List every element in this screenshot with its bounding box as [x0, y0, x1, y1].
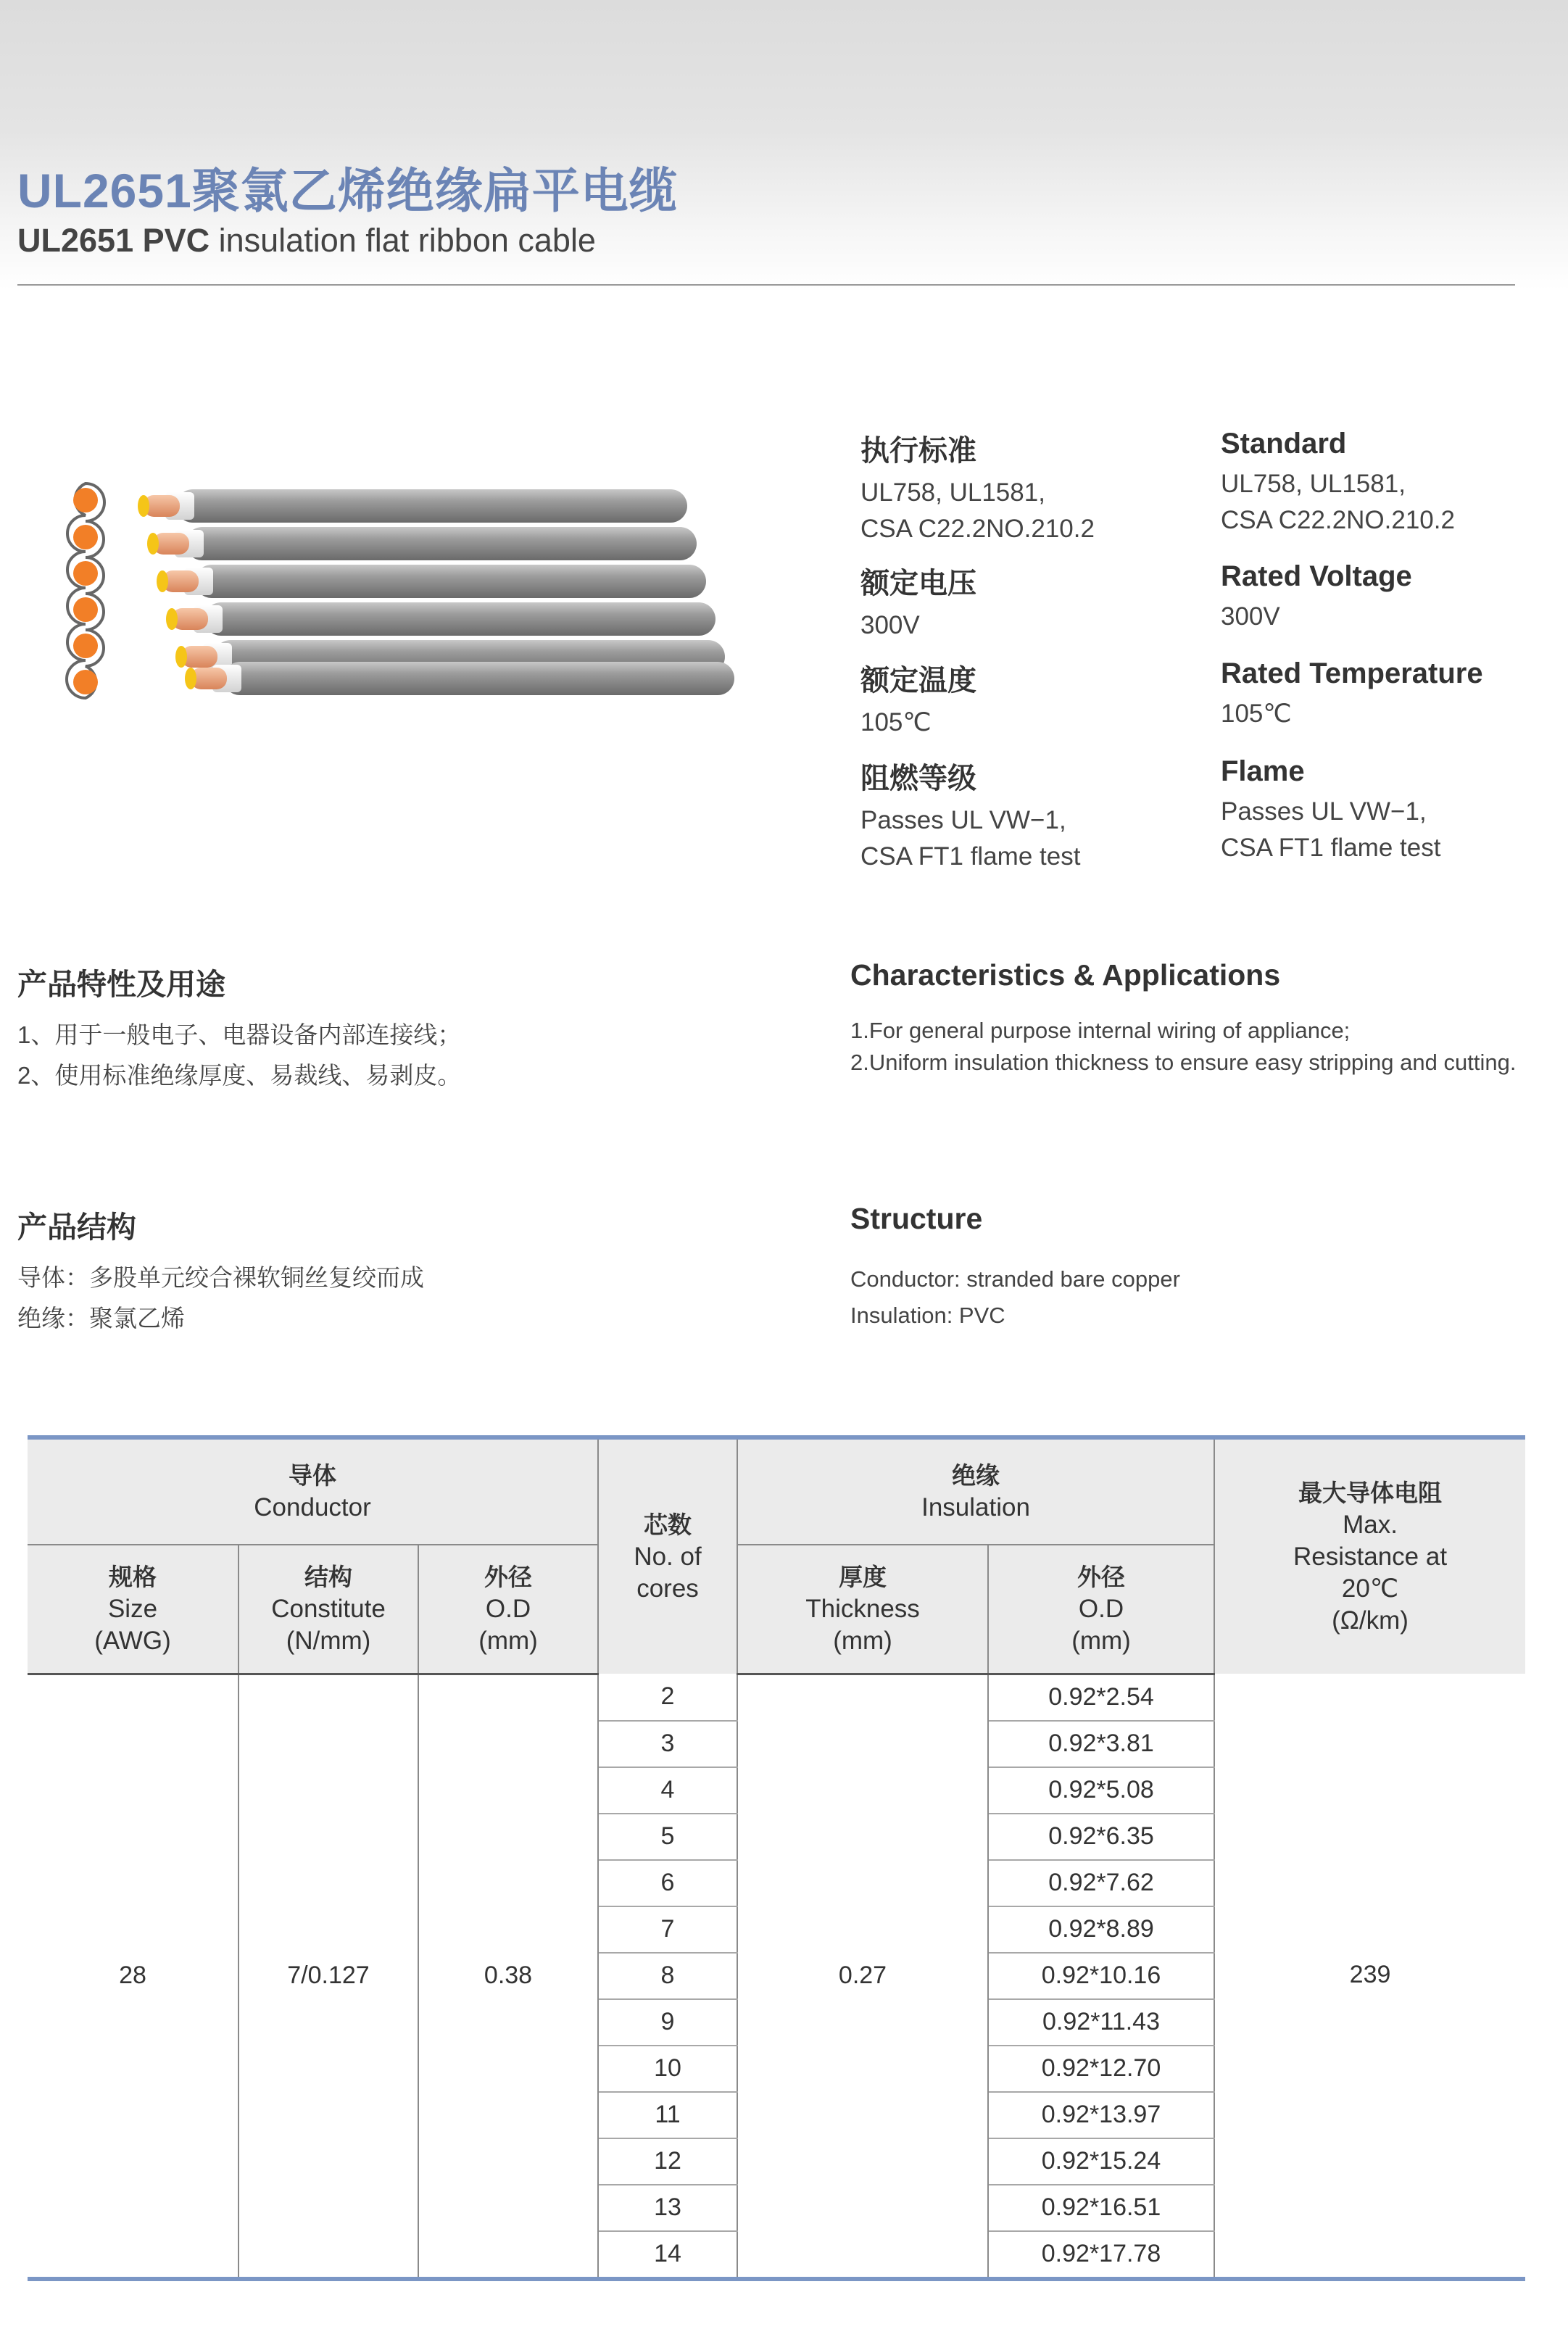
spec-value: 300V	[860, 611, 920, 639]
spec-voltage-en	[1221, 560, 1412, 635]
cores-value: 5	[598, 1814, 737, 1860]
insulation-header-en: Insulation	[921, 1493, 1030, 1521]
insulation-od-value: 0.92*2.54	[988, 1674, 1214, 1721]
insulation-od-header-en: (mm)	[1071, 1626, 1131, 1655]
insulation-od-value: 0.92*5.08	[988, 1767, 1214, 1814]
spec-flame-cn	[860, 755, 1080, 875]
spec-temperature-en	[1221, 657, 1483, 732]
characteristics-list-cn	[17, 1015, 461, 1096]
spec-heading: 执行标准	[860, 435, 976, 467]
size-header-cn: 规格	[109, 1563, 157, 1590]
spec-standard-cn	[860, 428, 1095, 547]
title-english-bold: UL2651 PVC	[17, 222, 210, 259]
constitute-header	[238, 1545, 418, 1674]
spec-value: CSA C22.2NO.210.2	[860, 515, 1095, 543]
cores-header-cn: 芯数	[644, 1511, 692, 1538]
thickness-header-cn: 厚度	[839, 1563, 887, 1590]
spec-heading: Rated Voltage	[1221, 560, 1412, 592]
spec-value: UL758, UL1581,	[860, 478, 1045, 507]
spec-value: Passes UL VW−1,	[1221, 797, 1427, 826]
conductor-header-cn: 导体	[289, 1462, 336, 1489]
conductor-header-en: Conductor	[254, 1493, 371, 1521]
cores-value: 11	[598, 2092, 737, 2138]
cores-value: 8	[598, 1953, 737, 1999]
table-row	[28, 1674, 1525, 1721]
cores-value: 9	[598, 1999, 737, 2046]
characteristics-heading-en: Characteristics & Applications	[850, 958, 1281, 992]
insulation-od-value: 0.92*6.35	[988, 1814, 1214, 1860]
insulation-od-value: 0.92*11.43	[988, 1999, 1214, 2046]
spec-value: CSA C22.2NO.210.2	[1221, 506, 1455, 534]
resistance-header-en: (Ω/km)	[1332, 1606, 1409, 1635]
conductor-od-header-cn: 外径	[484, 1563, 532, 1590]
spec-temperature-cn	[860, 657, 976, 741]
insulation-od-value: 0.92*8.89	[988, 1906, 1214, 1953]
characteristics-heading-cn: 产品特性及用途	[17, 968, 225, 1001]
resistance-header-en: Max.	[1343, 1510, 1398, 1539]
thickness-header-en: (mm)	[833, 1626, 892, 1655]
conductor-od-header	[418, 1545, 598, 1674]
cores-value: 12	[598, 2138, 737, 2185]
title-divider	[17, 284, 1515, 286]
structure-item: Conductor: stranded bare copper	[850, 1266, 1180, 1292]
resistance-header	[1214, 1437, 1525, 1674]
spec-heading: Flame	[1221, 755, 1305, 787]
conductor-od-header-en: (mm)	[478, 1626, 538, 1655]
cores-value: 2	[598, 1674, 737, 1721]
spec-value: 105℃	[1221, 699, 1292, 728]
flat-cable-illustration	[51, 468, 761, 714]
constitute-header-cn: 结构	[304, 1563, 352, 1590]
constitute-value: 7/0.127	[238, 1674, 418, 2279]
spec-standard-en	[1221, 428, 1455, 539]
title-english-rest: insulation flat ribbon cable	[210, 222, 596, 259]
spec-voltage-cn	[860, 560, 976, 644]
conductor-header	[28, 1437, 598, 1545]
cable-cross-section	[67, 483, 104, 698]
insulation-header-cn: 绝缘	[952, 1462, 1000, 1489]
insulation-od-value: 0.92*3.81	[988, 1721, 1214, 1767]
thickness-value: 0.27	[737, 1674, 988, 2279]
cores-value: 4	[598, 1767, 737, 1814]
spec-heading: 额定温度	[860, 665, 976, 697]
title-chinese: UL2651聚氯乙烯绝缘扁平电缆	[17, 164, 678, 217]
insulation-od-header-cn: 外径	[1077, 1563, 1126, 1590]
resistance-header-cn: 最大导体电阻	[1298, 1479, 1443, 1506]
spec-heading: 阻燃等级	[860, 763, 976, 794]
structure-item: Insulation: PVC	[850, 1303, 1005, 1328]
size-header-en: Size	[107, 1594, 158, 1623]
characteristics-item: 2、使用标准绝缘厚度、易裁线、易剥皮。	[17, 1062, 462, 1089]
structure-item: 导体：多股单元绞合裸软铜丝复绞而成	[17, 1264, 424, 1291]
spec-table	[28, 1435, 1525, 2281]
structure-list-en	[850, 1261, 1180, 1334]
spec-value: CSA FT1 flame test	[1221, 834, 1441, 862]
conductor-od-value: 0.38	[418, 1674, 598, 2279]
characteristics-list-en	[850, 1015, 1516, 1079]
size-header-en: (AWG)	[94, 1626, 171, 1655]
insulation-od-value: 0.92*12.70	[988, 2046, 1214, 2092]
characteristics-item: 1、用于一般电子、电器设备内部连接线；	[17, 1021, 462, 1048]
constitute-header-en: Constitute	[271, 1594, 386, 1623]
insulation-od-value: 0.92*13.97	[988, 2092, 1214, 2138]
resistance-header-en: 20℃	[1341, 1574, 1399, 1603]
cores-value: 13	[598, 2185, 737, 2231]
characteristics-item: 2.Uniform insulation thickness to ensure easy stripping and cutting.	[850, 1050, 1517, 1075]
structure-list-cn	[17, 1258, 424, 1339]
spec-value: CSA FT1 flame test	[860, 842, 1081, 871]
spec-flame-en	[1221, 755, 1440, 866]
insulation-od-header-en: O.D	[1078, 1594, 1124, 1623]
size-header	[28, 1545, 238, 1674]
spec-heading: 额定电压	[860, 568, 976, 599]
spec-value: Passes UL VW−1,	[860, 806, 1066, 834]
resistance-value: 239	[1214, 1674, 1525, 2279]
thickness-header-en: Thickness	[805, 1594, 920, 1623]
cable-strands	[138, 489, 734, 695]
thickness-header	[737, 1545, 988, 1674]
conductor-od-header-en: O.D	[485, 1594, 531, 1623]
structure-heading-cn: 产品结构	[17, 1211, 136, 1244]
spec-value: 105℃	[860, 708, 932, 736]
cores-value: 6	[598, 1860, 737, 1906]
insulation-od-value: 0.92*16.51	[988, 2185, 1214, 2231]
spec-value: 300V	[1221, 602, 1280, 631]
insulation-od-value: 0.92*17.78	[988, 2231, 1214, 2279]
spec-value: UL758, UL1581,	[1221, 470, 1406, 498]
cores-value: 14	[598, 2231, 737, 2279]
constitute-header-en: (N/mm)	[286, 1626, 371, 1655]
spec-heading: Rated Temperature	[1221, 657, 1483, 689]
cores-header-en: No. of	[634, 1542, 702, 1571]
insulation-header	[737, 1437, 1214, 1545]
resistance-header-en: Resistance at	[1293, 1542, 1448, 1571]
spec-heading: Standard	[1221, 428, 1347, 460]
structure-item: 绝缘：聚氯乙烯	[17, 1305, 185, 1332]
cores-header	[598, 1437, 737, 1674]
cores-header-en: cores	[636, 1574, 699, 1603]
insulation-od-header	[988, 1545, 1214, 1674]
title-english	[17, 222, 596, 260]
size-value: 28	[28, 1674, 238, 2279]
insulation-od-value: 0.92*15.24	[988, 2138, 1214, 2185]
structure-heading-en: Structure	[850, 1202, 983, 1235]
insulation-od-value: 0.92*7.62	[988, 1860, 1214, 1906]
cores-value: 7	[598, 1906, 737, 1953]
insulation-od-value: 0.92*10.16	[988, 1953, 1214, 1999]
cores-value: 3	[598, 1721, 737, 1767]
characteristics-item: 1.For general purpose internal wiring of appliance;	[850, 1018, 1351, 1043]
table-body	[28, 1674, 1525, 2279]
cores-value: 10	[598, 2046, 737, 2092]
